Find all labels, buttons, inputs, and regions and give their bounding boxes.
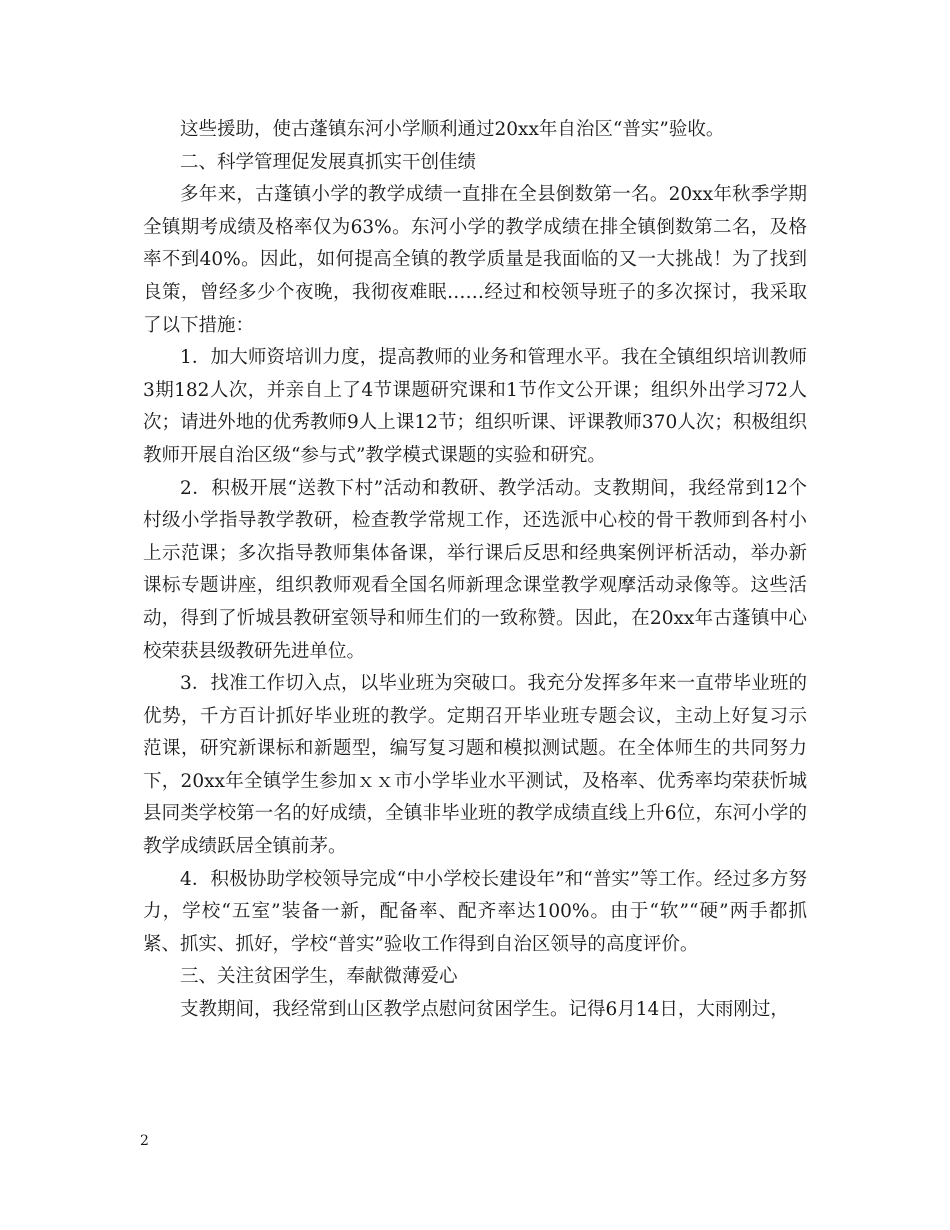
document-body: [143, 114, 807, 1027]
paragraph-measure-4: 4．积极协助学校领导完成“中小学校长建设年”和“普实”等工作。经过多方努力，学校“五室”装备一新，配备率、配齐率达100%。由于“软”“硬”两手都抓紧、抓实、抓好，学校“普实”验收工作得到自治区领导的高度评价。: [143, 868, 807, 955]
section-heading-3: 三、关注贫困学生，奉献微薄爱心: [180, 966, 458, 988]
paragraph-continuation: 这些援助，使古蓬镇东河小学顺利通过20xx年自治区“普实”验收。: [180, 119, 725, 140]
paragraph-measure-2: 2．积极开展“送教下村”活动和教研、教学活动。支教期间，我经常到12个村级小学指导教学教研，检查教学常规工作，还选派中心校的骨干教师到各村小上示范课；多次指导教师集体备课，举行课后反思和经典案例评析活动，举办新课标专题讲座，组织教师观看全国名师新理念课堂教学观摩活动录像等。这些活动，得到了忻城县教研室领导和师生们的一致称赞。因此，在20xx年古蓬镇中心校荣获县级教研先进单位。: [143, 477, 807, 662]
page-number: 2: [140, 1133, 149, 1149]
paragraph-measure-1: 1．加大师资培训力度，提高教师的业务和管理水平。我在全镇组织培训教师3期182人次，并亲自上了4节课题研究课和1节作文公开课；组织外出学习72人次；请进外地的优秀教师9人上课12节；组织听课、评课教师370人次；积极组织教师开展自治区级“参与式”教学模式课题的实验和研究。: [143, 347, 807, 466]
paragraph-poor-students: 支教期间，我经常到山区教学点慰问贫困学生。记得6月14日，大雨刚过，: [180, 999, 789, 1021]
section-heading-2: 二、科学管理促发展真抓实干创佳绩: [180, 151, 477, 173]
paragraph-teaching-results: 多年来，古蓬镇小学的教学成绩一直排在全县倒数第一名。20xx年秋季学期全镇期考成绩及格率仅为63%。东河小学的教学成绩在排全镇倒数第二名，及格率不到40%。因此，如何提高全镇的教学质量是我面临的又一大挑战！为了找到良策，曾经多少个夜晚，我彻夜难眠……经过和校领导班子的多次探讨，我采取了以下措施：: [143, 184, 807, 336]
paragraph-measure-3: 3．找准工作切入点，以毕业班为突破口。我充分发挥多年来一直带毕业班的优势，千方百计抓好毕业班的教学。定期召开毕业班专题会议，主动上好复习示范课，研究新课标和新题型，编写复习题和模拟测试题。在全体师生的共同努力下，20xx年全镇学生参加ｘｘ市小学毕业水平测试，及格率、优秀率均荣获忻城县同类学校第一名的好成绩，全镇非毕业班的教学成绩直线上升6位，东河小学的教学成绩跃居全镇前茅。: [143, 673, 807, 858]
